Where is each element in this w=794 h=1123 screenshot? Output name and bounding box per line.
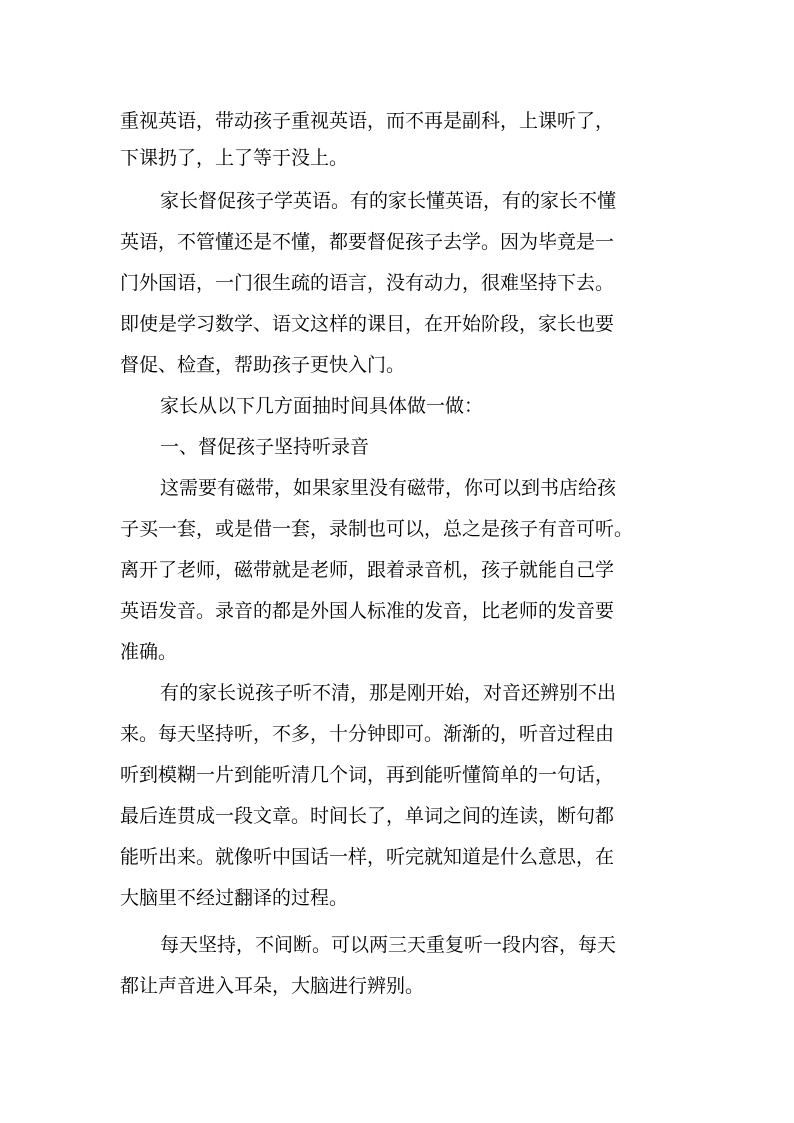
body-text-line: 来。每天坚持听，不多，十分钟即可。渐渐的，听音过程由 — [120, 723, 615, 745]
body-text-line: 能听出来。就像听中国话一样，听完就知道是什么意思，在 — [120, 846, 615, 868]
section-heading: 一、督促孩子坚持听录音 — [160, 436, 370, 458]
body-text-line: 英语发音。录音的都是外国人标准的发音，比老师的发音要 — [120, 600, 615, 622]
body-text-line: 准确。 — [120, 641, 178, 663]
body-text-line: 大脑里不经过翻译的过程。 — [120, 887, 349, 909]
body-text-line: 重视英语，带动孩子重视英语，而不再是副科，上课听了， — [120, 110, 615, 132]
paragraph-first-line: 每天坚持，不间断。可以两三天重复听一段内容，每天 — [160, 934, 617, 956]
body-text-line: 督促、检查，帮助孩子更快入门。 — [120, 354, 406, 376]
body-text-line: 听到模糊一片到能听清几个词，再到能听懂简单的一句话， — [120, 764, 615, 786]
body-text-line: 即使是学习数学、语文这样的课目，在开始阶段，家长也要 — [120, 313, 615, 335]
body-text-line: 都让声音进入耳朵，大脑进行辨别。 — [120, 975, 425, 997]
paragraph-first-line: 这需要有磁带，如果家里没有磁带，你可以到书店给孩 — [160, 477, 617, 499]
body-text-line: 子买一套，或是借一套，录制也可以，总之是孩子有音可听。 — [120, 518, 634, 540]
body-text-line: 英语，不管懂还是不懂，都要督促孩子去学。因为毕竟是一 — [120, 231, 615, 253]
body-text-line: 离开了老师，磁带就是老师，跟着录音机，孩子就能自己学 — [120, 559, 615, 581]
paragraph-first-line: 家长从以下几方面抽时间具体做一做： — [160, 395, 484, 417]
body-text-line: 下课扔了，上了等于没上。 — [120, 147, 349, 169]
paragraph-first-line: 家长督促孩子学英语。有的家长懂英语，有的家长不懂 — [160, 190, 617, 212]
body-text-line: 最后连贯成一段文章。时间长了，单词之间的连读，断句都 — [120, 805, 615, 827]
paragraph-first-line: 有的家长说孩子听不清，那是刚开始，对音还辨别不出 — [160, 682, 617, 704]
body-text-line: 门外国语，一门很生疏的语言，没有动力，很难坚持下去。 — [120, 272, 615, 294]
